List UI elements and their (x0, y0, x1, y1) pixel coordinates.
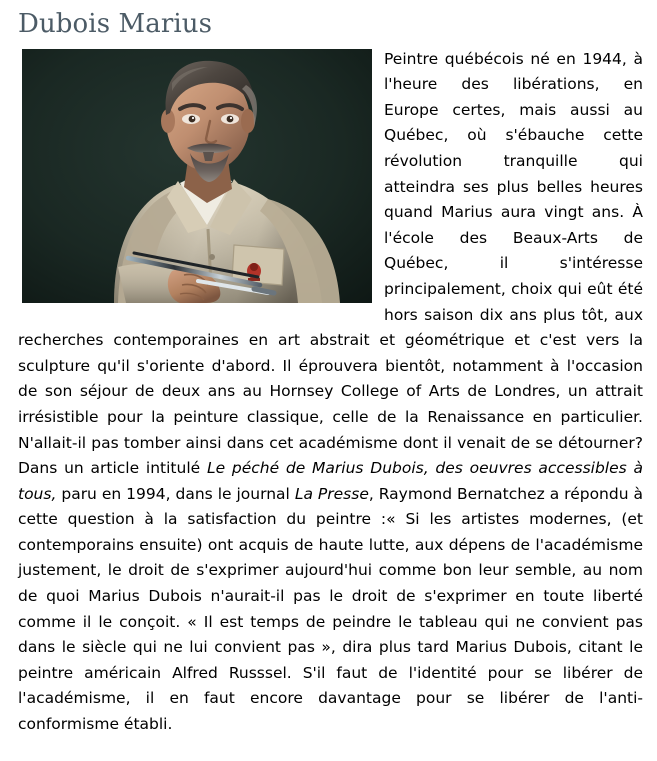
article-text-run: , Raymond Bernatchez a répondu à cette question à la satisfaction du peintre :« Si les artistes modernes, (et contemporains ensuite) ont acquis de haute lutte, aux dépens de l'académisme justement, le droit de s'exprimer aujourd'hui comme bon leur semble, au nom de quoi Marius Dubois n'aurait-il pas le droit de s'exprimer en toute liberté comme il le conçoit. « Il est temps de peindre le tableau qui ne convient pas dans le siècle qui ne lui convient pas », dira plus tard Marius Dubois, citant le peintre américain Alfred Russsel. S'il faut de l'identité pour se libérer de l'académisme, il en faut encore davantage pour se libérer de l'anti- conformisme établi. (18, 484, 643, 734)
ear-right (241, 109, 255, 133)
portrait-figure (22, 49, 372, 303)
article-container (12, 47, 645, 738)
article-text-run: Peintre québécois né en 1944, à l'heure des libérations, en Europe certes, mais aussi au Québec, où s'ébauche cette révolution tranquille qui atteindra ses plus belles heures quand Marius aura vingt ans. À l'école des Beaux-Arts de Québec, il s'intéresse principalement, choix qui eût été hors saison dix ans plus tôt, aux recherches contemporaines en art abstrait et géométrique et c'est vers la sculpture qu'il s'oriente d'abord. Il éprouvera bientôt, notamment à l'occasion de son séjour de deux ans au Hornsey College of Arts de Londres, un attrait irrésistible pour la peinture classique, celle de la Renaissance en particulier. N'allait-il pas tomber ainsi dans cet académisme dont il venait de se détourner? Dans un article intitulé (18, 49, 643, 478)
article-title-italic: Le péché de Marius Dubois, des oeuvres accessibles à tous, (18, 459, 643, 503)
page-title: Dubois Marius (18, 9, 213, 39)
article-title-italic: La Presse (294, 484, 369, 503)
shirt-button (209, 254, 215, 260)
shirt-emblem (247, 263, 261, 281)
portrait-photo (22, 49, 372, 303)
article-text-run: paru en 1994, dans le journal (56, 484, 295, 503)
